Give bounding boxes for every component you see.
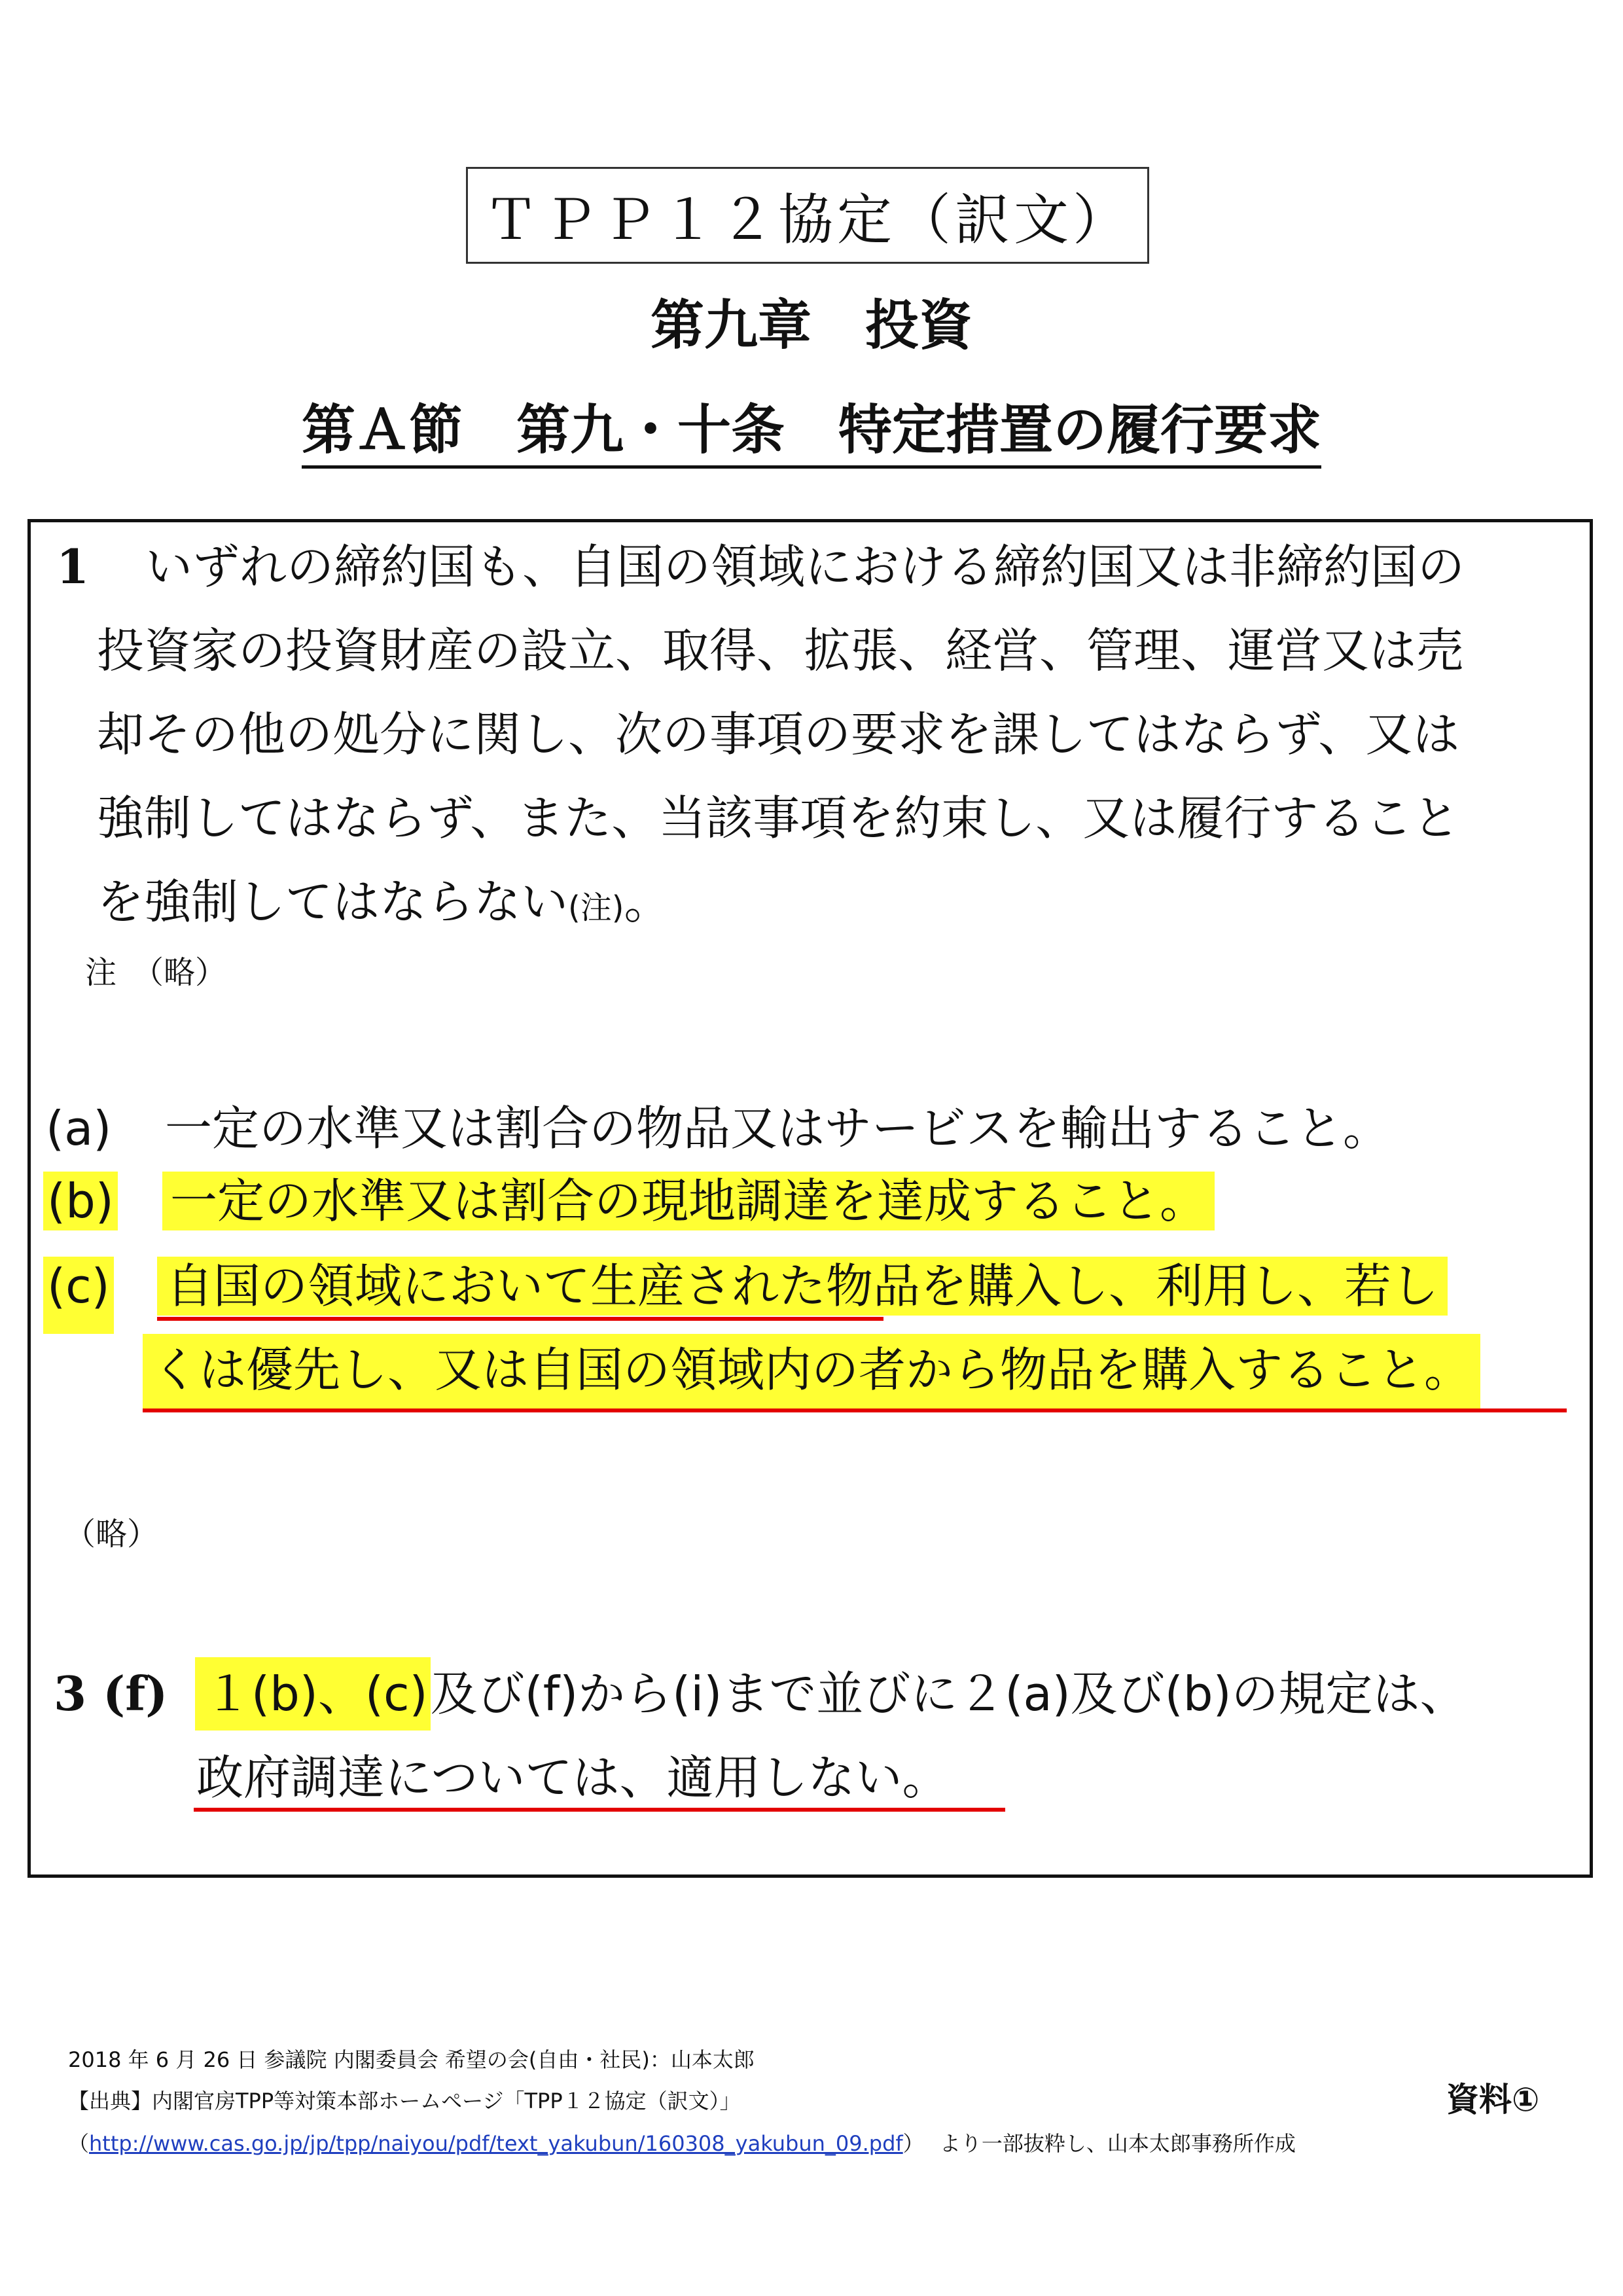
footer-url-line <box>68 2127 1296 2157</box>
footer-note: より一部抜粋し、山本太郎事務所作成 <box>939 2131 1296 2156</box>
para1-line-5 <box>97 874 671 929</box>
footer-paren-close: ） <box>902 2131 924 2156</box>
para3-label: 3 (f) <box>54 1666 168 1721</box>
item-c-line-1-underline <box>157 1317 883 1321</box>
footer-url-link[interactable]: http://www.cas.go.jp/jp/tpp/naiyou/pdf/text_yakubun/160308_yakubun_09.pdf <box>89 2131 903 2156</box>
note-omitted: 注 （略） <box>85 954 227 991</box>
para3-rest: 及び(f)から(i)まで並びに２(a)及び(b)の規定は、 <box>430 1666 1467 1721</box>
document-label: 資料① <box>1446 2081 1540 2119</box>
footer-date-line: 2018 年 6 月 26 日 参議院 内閣委員会 希望の会(自由・社民)：山本太郎 <box>68 2047 755 2072</box>
footer-source-line: 【出典】内閣官房TPP等対策本部ホームページ「TPP１２協定（訳文）」 <box>68 2089 741 2113</box>
omitted-marker: （略） <box>64 1516 159 1552</box>
para3-underline <box>194 1808 1005 1812</box>
section-heading-text: 第Ａ節 第九・十条 特定措置の履行要求 <box>302 399 1321 469</box>
para3-line-1 <box>195 1661 1467 1727</box>
para1-line-1: いずれの締約国も、自国の領域における締約国又は非締約国の <box>145 539 1465 594</box>
item-c-label: (c) <box>43 1257 114 1334</box>
note-reference: (注) <box>568 889 624 926</box>
para1-number: 1 <box>56 539 90 594</box>
footer-paren-open: （ <box>68 2131 90 2156</box>
item-b-label: (b) <box>43 1172 118 1230</box>
para1-line-3: 却その他の処分に関し、次の事項の要求を課してはならず、又は <box>97 707 1460 762</box>
item-a-label: (a) <box>46 1101 112 1156</box>
para1-line-4: 強制してはならず、また、当該事項を約束し、又は履行すること <box>97 791 1460 846</box>
para1-line-2: 投資家の投資財産の設立、取得、拡張、経営、管理、運営又は売 <box>97 623 1464 678</box>
para1-end: 。 <box>624 874 671 929</box>
para1-line-5-text: を強制してはならない <box>97 874 569 929</box>
item-c-line-1: 自国の領域において生産された物品を購入し、利用し、若し <box>157 1257 1448 1316</box>
para3-highlight: １(b)、(c) <box>195 1657 431 1731</box>
item-b-text: 一定の水準又は割合の現地調達を達成すること。 <box>162 1172 1215 1230</box>
item-a-text: 一定の水準又は割合の物品又はサービスを輸出すること。 <box>165 1101 1391 1156</box>
chapter-heading: 第九章 投資 <box>650 295 972 357</box>
item-c-line-2: くは優先し、又は自国の領域内の者から物品を購入すること。 <box>143 1334 1480 1411</box>
document-title: ＴＰＰ１２協定（訳文） <box>466 167 1149 264</box>
section-heading <box>0 387 1623 464</box>
para3-line-2: 政府調達については、適用しない。 <box>196 1750 950 1805</box>
item-c-line-2-underline <box>143 1408 1567 1412</box>
